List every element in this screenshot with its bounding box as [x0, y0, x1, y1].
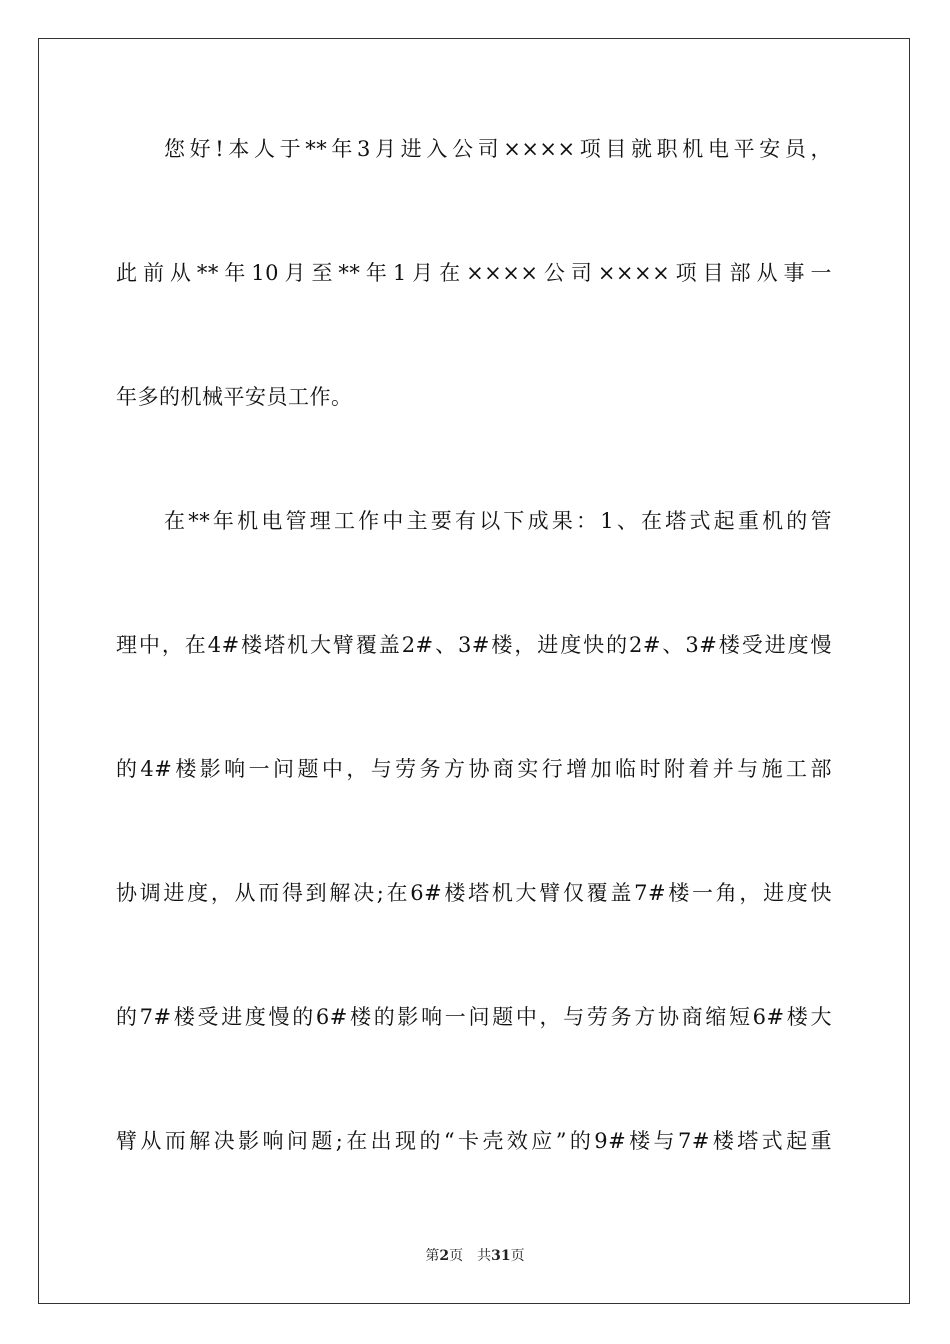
paragraph-line-6: 的4#楼影响一问题中，与劳务方协商实行增加临时附着并与施工部 [116, 757, 832, 781]
paragraph-line-2: 此前从**年10月至**年1月在××××公司××××项目部从事一 [116, 261, 832, 285]
paragraph-line-3: 年多的机械平安员工作。 [116, 385, 353, 409]
paragraph-line-7: 协调进度，从而得到解决;在6#楼塔机大臂仅覆盖7#楼一角，进度快 [116, 881, 832, 905]
page-suffix: 页 [449, 1248, 464, 1264]
paragraph-line-9: 臂从而解决影响问题;在出现的“卡壳效应”的9#楼与7#楼塔式起重 [116, 1129, 832, 1153]
total-suffix: 页 [510, 1248, 525, 1264]
paragraph-line-8: 的7#楼受进度慢的6#楼的影响一问题中，与劳务方协商缩短6#楼大 [116, 1005, 832, 1029]
page-footer [0, 1246, 950, 1266]
paragraph-line-5: 理中，在4#楼塔机大臂覆盖2#、3#楼，进度快的2#、3#楼受进度慢 [116, 633, 832, 657]
total-pages: 31 [491, 1248, 511, 1264]
page-prefix: 第 [425, 1248, 440, 1264]
page-number: 2 [439, 1248, 450, 1264]
paragraph-line-1: 您好!本人于**年3月进入公司××××项目就职机电平安员， [164, 137, 832, 161]
total-prefix: 共 [477, 1248, 492, 1264]
paragraph-line-4: 在**年机电管理工作中主要有以下成果：1、在塔式起重机的管 [164, 509, 832, 533]
page-border [38, 38, 910, 1304]
